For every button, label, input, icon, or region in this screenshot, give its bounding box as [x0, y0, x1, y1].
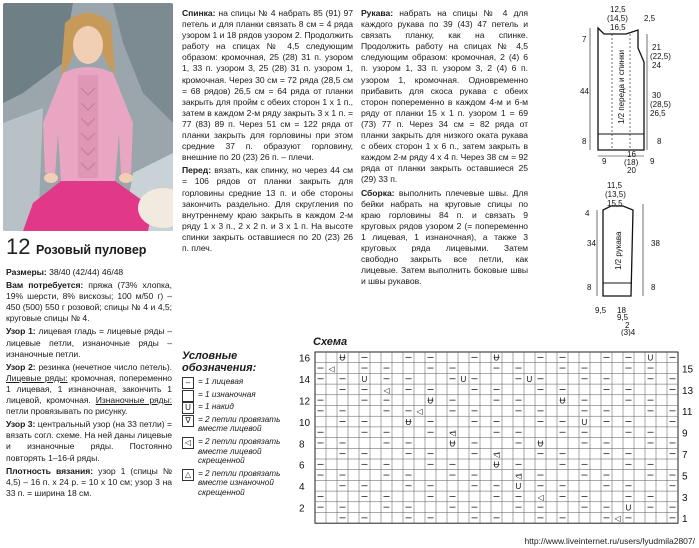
body-bottom-mid-1: 16 — [627, 150, 636, 159]
pattern1-paragraph: Узор 1: лицевая гладь = лицевые ряды – лицевые петли, изнаночные ряды – изнаночные петли. — [6, 326, 173, 359]
materials-paragraph: Вам потребуется: пряжа (73% хлопка, 19% шерсти, 8% вискозы; 100 м/50 г) – 450 (500) 550 г розовой; спицы № 4 и 4,5; круговые спицы № 4. — [6, 280, 172, 324]
body-band-right: 8 — [657, 137, 662, 146]
body-inner-label: 1/2 переда и спинки — [617, 49, 626, 124]
row-number-left: 8 — [299, 439, 305, 451]
purl-symbol-icon — [182, 390, 194, 402]
yarnover-mark: U — [460, 375, 467, 385]
yarnover-mark: U — [625, 503, 632, 513]
body-top-2: (14,5) — [607, 14, 628, 23]
sleeve-bottom-right-1: 9,5 — [617, 313, 629, 322]
decrease-mark: ◁ — [493, 450, 500, 459]
yarnover-mark: U — [647, 353, 654, 363]
k2tog-symbol-icon: ∇ — [182, 415, 194, 427]
yarnover-mark: U — [427, 396, 434, 406]
sleeve-band-left: 8 — [587, 283, 592, 292]
decrease-mark: ◁ — [614, 514, 621, 524]
row-number-right: 9 — [682, 428, 688, 440]
decrease-mark: ◁ — [416, 407, 423, 417]
row-number-left: 2 — [299, 503, 305, 515]
body-lower-1: 30 — [652, 91, 661, 100]
row-number-left: 12 — [299, 396, 311, 408]
row-number-right: 15 — [682, 364, 694, 376]
assembly-paragraph: Сборка: выполнить плечевые швы. Для бейки набрать на круговые спицы по краю горловины 84 п. и связать 9 круговых рядов узором 2 (= попеременно 1 лицевая, 1 изнаночная), а также 3 круговых ряда лицевыми. Затем свободно закрыть все петли, как лицевые. Затем выполнить боковые швы и швы рукавов. — [361, 187, 528, 287]
schema-title: Схема — [313, 336, 348, 348]
p2tog-tbl-symbol-icon: △ — [182, 469, 194, 481]
body-top-1: 12,5 — [610, 5, 626, 14]
sleeve-bottom-left: 9,5 — [595, 306, 607, 315]
body-arm-2: (22,5) — [650, 52, 671, 61]
back-paragraph: Спинка: на спицы № 4 набрать 85 (91) 97 петель и для планки связать 8 см = 4 ряда узором 1 и 18 рядов узором 2. Продолжить работу на спицах № 4,5 следующим образом: кромочная, 25 (28) 31 п. узором 1, 33 п. узором 3, 25 (28) 31 п. узором 1, кромочная. Через 30 см = 72 ряда (28,5 см = 68 рядов) 26,5 см = 64 ряда от планки закрыть для пройм с обеих сторон 1 х 1 п., затем в каждом 2-м ряду закрыть 3 х 1 п. = 77 (83) 89 п. Через 51 см = 122 ряда от планки закрыть для горловины при этом средние 37 п. образуют горловину, внешние по 20 (23) 26 п. – плечи. — [182, 8, 354, 163]
density-paragraph: Плотность вязания: узор 1 (спицы № 4,5) – 16 п. х 24 р. = 10 х 10 см; узор 3 на 33 п. = ширина 18 см. — [6, 465, 173, 498]
k2tog-tbl-symbol-icon: ◁ — [182, 437, 194, 449]
yarnover-mark: U — [449, 439, 456, 449]
sleeve-right: 38 — [651, 239, 660, 248]
row-number-left: 6 — [299, 460, 305, 472]
body-bottom-mid-3: 20 — [627, 166, 636, 175]
yarnover-mark: U — [493, 460, 500, 470]
sleeve-top-1: 11,5 — [607, 181, 622, 190]
decrease-mark: ◁ — [328, 364, 335, 374]
row-number-left: 16 — [299, 353, 311, 365]
row-number-left: 4 — [299, 482, 305, 494]
body-side-top: 7 — [582, 35, 587, 44]
row-number-right: 13 — [682, 385, 694, 397]
yarnover-mark: U — [559, 396, 566, 406]
sleeve-bottom-right-3: (3)4 — [621, 328, 636, 336]
yarnover-mark: U — [526, 375, 533, 385]
decrease-mark: ◁ — [515, 471, 522, 481]
row-number-left: 10 — [299, 417, 311, 429]
legend — [182, 350, 282, 498]
yarnover-mark: U — [493, 353, 500, 363]
legend-item-yarnover: U = 1 накид — [182, 402, 282, 412]
pattern2-paragraph: Узор 2: резинка (нечетное число петель). Лицевые ряды: кромочная, попеременно 1 лицевая, 1 изнаночная, закончить 1 лицевой, кромочная. Изнаночные ряды: петли провязывать по рисунку. — [6, 361, 172, 417]
front-paragraph: Перед: вязать, как спинку, но через 44 см = 106 рядов от планки закрыть для горловины средние 13 п. и обе стороны закончить раздельно. Для скругления по внутреннему краю закрыть в каждом 2-м ряду 1 х 3 п., 2 х 2 п. и 3 х 1 п. На высоте спинки закрыть оставшиеся по 20 (23) 26 п. плеч. — [182, 165, 353, 253]
body-band-left: 8 — [582, 137, 587, 146]
body-bottom-right: 9 — [650, 157, 655, 166]
body-lower-3: 26,5 — [650, 109, 666, 118]
row-number-right: 5 — [682, 471, 688, 483]
legend-item-knit: – = 1 лицевая — [182, 377, 282, 387]
right-column — [361, 8, 528, 289]
decrease-mark: ◁ — [449, 428, 456, 438]
sleeve-top-2: (13,5) — [605, 190, 626, 199]
body-diagram — [532, 4, 696, 176]
row-number-right: 11 — [682, 407, 693, 419]
body-arm-3: 24 — [652, 61, 661, 70]
sleeve-cap: 4 — [585, 209, 590, 218]
sleeve-top-3: 15,5 — [607, 199, 623, 208]
row-number-right: 7 — [682, 450, 688, 461]
pattern-number: 12 — [6, 234, 31, 259]
yarnover-symbol-icon: U — [182, 402, 194, 414]
yarnover-mark: U — [581, 417, 588, 427]
yarnover-mark: U — [515, 482, 522, 492]
sleeve-paragraph: Рукава: набрать на спицы № 4 для каждого рукава по 39 (43) 47 петель и связать планку, как на спинке. Продолжить работу на спицах № 4,5 следующим образом: кромочная, 2 (4) 6 п. узором 1, 33 п. узором 3, 2 (4) 6 п. узором 1, кромочная. Одновременно прибавить для скоса рукава с обеих сторон попеременно в каждом 4-м и 6-м ряду от планки 15 х 1 п. узором 1 = 69 (73) 77 п. Через 34 см = 82 ряда от планки закрыть для низкого оката рукава с обеих сторон 1 х 6 п., затем закрыть в каждом 2-м ряду 4 х 4 п. Через 38 см = 92 ряда от планки закрыть оставшиеся 25 (29) 33 п. — [361, 8, 528, 185]
body-bottom-mid-2: (18) — [624, 158, 639, 167]
watermark: http://www.liveinternet.ru/users/lyudmila2807/ — [524, 536, 695, 546]
body-top-3: 16,5 — [610, 23, 626, 32]
knit-symbol-icon: – — [182, 377, 194, 389]
left-column — [6, 267, 172, 501]
row-number-right: 3 — [682, 492, 688, 504]
legend-item-p2tog-tbl: △ = 2 петли провязать вместе изнаночной скрещенной — [182, 469, 282, 498]
legend-item-k2tog: ∇ = 2 петли провязать вместе лицевой — [182, 415, 282, 434]
yarnover-mark: U — [537, 439, 544, 449]
yarnover-mark: U — [339, 353, 346, 363]
legend-title: Условные обозначения: — [182, 350, 257, 374]
yarnover-mark: U — [405, 417, 412, 427]
pattern-title: Розовый пуловер — [36, 243, 147, 257]
model-photo — [3, 3, 173, 231]
body-total: 44 — [580, 87, 589, 96]
body-lower-2: (28,5) — [650, 100, 671, 109]
decrease-mark: ◁ — [537, 492, 544, 502]
legend-item-purl: = 1 изнаночная — [182, 390, 282, 400]
sleeve-diagram — [565, 180, 695, 336]
sizes-paragraph: Размеры: 38/40 (42/44) 46/48 — [6, 267, 124, 277]
sleeve-left: 34 — [587, 239, 596, 248]
row-number-right: 1 — [682, 514, 688, 526]
decrease-mark: ◁ — [383, 385, 390, 395]
knitting-chart — [297, 348, 697, 530]
body-neck: 2,5 — [644, 14, 656, 23]
sleeve-bottom-mid: 18 — [617, 306, 626, 315]
body-bottom-left: 9 — [602, 157, 607, 166]
middle-column — [182, 8, 353, 256]
legend-item-k2tog-tbl: ◁ = 2 петли провязать вместе лицевой скрещенной — [182, 437, 282, 466]
sleeve-inner-label: 1/2 рукава — [614, 231, 623, 270]
sleeve-band-right: 8 — [651, 283, 656, 292]
row-number-left: 14 — [299, 375, 311, 387]
yarnover-mark: U — [361, 375, 368, 385]
sleeve-bottom-right-2: 2 — [625, 321, 630, 330]
body-arm-1: 21 — [652, 43, 661, 52]
pattern3-paragraph: Узор 3: центральный узор (на 33 петли) = вязать согл. схеме. На ней даны лицевые и изнаночные ряды. Постоянно повторять 1–16-й ряды. — [6, 419, 172, 463]
